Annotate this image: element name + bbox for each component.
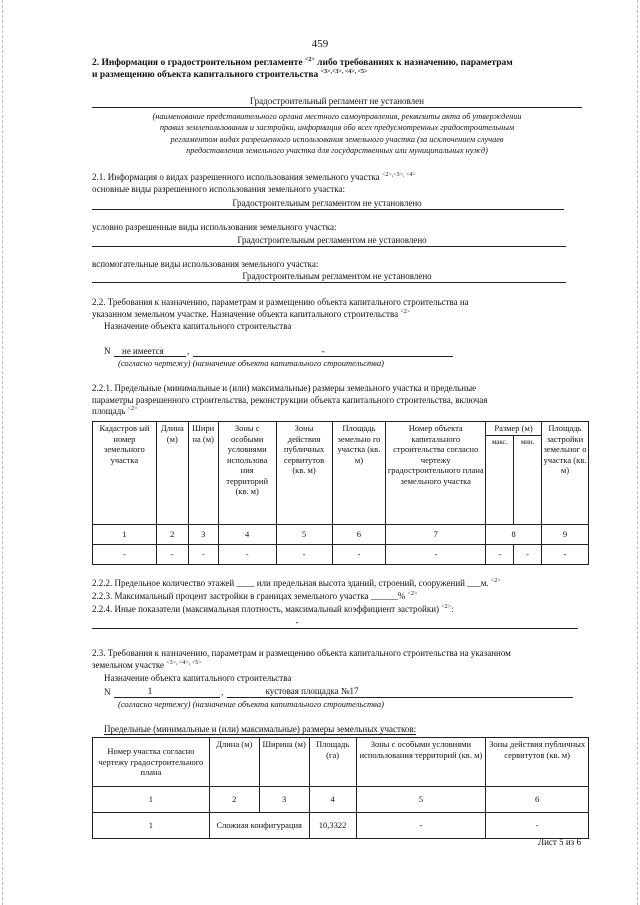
header-plot-area: Площадь земельно го участка (кв. м): [332, 422, 386, 525]
parameters-table: [92, 421, 589, 565]
section-2-3-purpose-value: кустовая площадка №17: [265, 686, 359, 696]
header-built-area: Площадь застройки земельног о участка (кв. м): [541, 422, 588, 525]
plots-col-number: 4: [309, 787, 356, 813]
section-2-2-3: [92, 591, 417, 601]
section-2-title-rest: либо требованиях к назначению, параметрам: [317, 58, 513, 68]
header-length: Длина (м): [156, 422, 188, 525]
section-2-title-line2-footnote: <3>,<3>, <4>, <5>: [320, 68, 368, 75]
conditional-uses-label: условно разрешенные виды использования земельного участка:: [92, 222, 337, 232]
col-number: 1: [93, 525, 157, 545]
plots-col-number: 1: [93, 787, 210, 813]
plots-table: [92, 737, 589, 839]
table-cell: -: [188, 545, 218, 565]
section-2-3-line2: [92, 660, 202, 670]
section-2-2-1-line2: параметры разрешенного строительства, реконструкции объекта капитального строительства, включая: [92, 395, 488, 405]
conditional-uses-value: Градостроительным регламентом не установлено: [237, 235, 427, 245]
plots-row-servitudes: -: [486, 813, 589, 839]
section-2-3-caption: (согласно чертежу) (назначение объекта капитального строительства): [118, 699, 384, 709]
section-2-2-3-footnote: <2>: [407, 591, 418, 597]
section-2-1-title-text: 2.1. Информация о видах разрешенного использования земельного участка: [92, 172, 380, 182]
table-cell: -: [514, 545, 542, 565]
plots-row-area: 10,3322: [309, 813, 356, 839]
section-2-2-2-footnote: <2>: [490, 578, 501, 584]
section-2-title-line2-text: и размещению объекта капитального строительства: [92, 70, 319, 80]
section-2-2-footnote: <2>: [400, 309, 411, 315]
regulation-note-line1: (наименование представительного органа местного самоуправления, реквизиты акта об утверждении: [152, 112, 522, 121]
table-cell: -: [218, 545, 276, 565]
table-cell: -: [332, 545, 386, 565]
col-number: 5: [276, 525, 332, 545]
section-2-title-line2: [92, 70, 592, 80]
table-cell: -: [93, 545, 157, 565]
plots-col-number: 5: [356, 787, 486, 813]
section-2-2-3-text: 2.2.3. Максимальный процент застройки в границах земельного участка ______%: [92, 591, 406, 601]
header-object-number: Номер объекта капитального строительства согласно чертежу градостроительного плана земельного участка: [386, 422, 486, 525]
section-2-3-footnote: <3>, <4>, <5>: [166, 660, 202, 666]
col-number: 9: [541, 525, 588, 545]
plots-header-servitude-zones: Зоны действия публичных сервитутов (кв. м): [486, 738, 589, 787]
header-special-zones: Зоны с особыми условиями использова ния территорий (кв. м): [218, 422, 276, 525]
regulation-status: Градостроительный регламент не установлен: [250, 96, 424, 106]
section-2-2-2-text: 2.2.2. Предельное количество этажей ____ или предельная высота зданий, строений, сооружений ___м.: [92, 578, 489, 588]
section-2-2-comma: ,: [187, 346, 190, 356]
section-2-2-4-value: -: [295, 617, 299, 627]
header-cadastral-number: Кадастров ый номер земельного участка: [93, 422, 157, 525]
section-2-2-2: [92, 578, 597, 588]
auxiliary-uses-underline: [92, 282, 566, 283]
section-2-3-n-label: N: [104, 687, 111, 697]
col-number: 8: [486, 525, 542, 545]
plots-header-width: Ширина (м): [259, 738, 309, 787]
section-2-2-purpose-label: Назначение объекта капитального строительства: [104, 321, 292, 331]
main-uses-label: основные виды разрешенного использования земельного участка:: [92, 184, 345, 194]
section-2-2-purpose-underline: [193, 356, 453, 357]
plots-header-area: Площадь (га): [309, 738, 356, 787]
regulation-note-line4: предоставления земельного участка для государственных или муниципальных нужд): [186, 145, 488, 155]
section-2-3-purpose-label: Назначение объекта капитального строительства: [104, 673, 292, 683]
section-2-2-caption: (согласно чертежу) (назначение объекта капитального строительства): [118, 358, 384, 368]
table-cell: -: [486, 545, 514, 565]
section-2-2-line1: 2.2. Требования к назначению, параметрам и размещению объекта капитального строительства на: [92, 297, 469, 307]
page-edge-left: [2, 0, 3, 905]
section-2-title: [92, 58, 592, 68]
section-2-2-line2: [92, 309, 410, 319]
section-2-3-purpose-underline: [227, 697, 573, 698]
table-cell: -: [541, 545, 588, 565]
section-2-1-footnote: <2>,<3>, <4>: [381, 172, 416, 178]
col-number: 7: [386, 525, 486, 545]
plots-col-number: 3: [259, 787, 309, 813]
header-servitude-zones: Зоны действия публичных сервитутов (кв. м): [276, 422, 332, 525]
plots-row-shape: Сложная конфигурация: [209, 813, 309, 839]
page-edge-right: [637, 0, 638, 905]
section-2-2-1-line3-text: площадь: [92, 406, 126, 416]
auxiliary-uses-value: Градостроительным регламентом не установлено: [242, 271, 432, 281]
section-2-2-4: 2.2.4. Иные показатели (максимальная плотность, максимальный коэффициент застройки) $^{<2>}$:: [92, 604, 454, 614]
plots-header-special-zones: Зоны с особыми условиями использования территорий (кв. м): [356, 738, 486, 787]
section-2-3-comma: ,: [221, 687, 224, 697]
auxiliary-uses-label: вспомогательные виды использования земельного участка:: [92, 259, 319, 269]
plots-header-length: Длина (м): [209, 738, 259, 787]
plots-header-plot-number: Номер участка согласно чертежу градостроительного плана: [93, 738, 210, 787]
conditional-uses-underline: [92, 246, 566, 247]
section-2-2-4-underline: [92, 628, 578, 629]
plots-col-number: 2: [209, 787, 259, 813]
section-2-2-n-underline: [114, 356, 186, 357]
section-2-3-line1: 2.3. Требования к назначению, параметрам и размещению объекта капитального строительства на указанном: [92, 648, 511, 658]
section-2-2-4-text: 2.2.4. Иные показатели (максимальная плотность, максимальный коэффициент застройки): [92, 604, 440, 614]
regulation-note: [92, 111, 582, 156]
section-2-2-purpose-value: -: [321, 346, 325, 356]
plots-row-number: 1: [93, 813, 210, 839]
page-number: 459: [311, 38, 329, 50]
regulation-status-underline: [92, 107, 582, 108]
plots-col-number: 6: [486, 787, 589, 813]
regulation-note-line2: правил землепользования и застройки, информация обо всех предусмотренных градостроительным: [159, 123, 515, 133]
plots-row-zones: -: [356, 813, 486, 839]
col-number: 3: [188, 525, 218, 545]
section-2-title-text: 2. Информация о градостроительном регламенте: [92, 58, 303, 68]
main-uses-value: Градостроительным регламентом не установлено: [232, 198, 422, 208]
section-2-3-n-value: 1: [147, 686, 153, 696]
table-cell: -: [276, 545, 332, 565]
section-2-1-title: [92, 172, 416, 182]
section-2-2-1-footnote: <2>: [127, 406, 138, 412]
section-2-title-footnote: <2>: [304, 56, 315, 63]
section-2-2-4-footnote: <2>: [441, 604, 452, 610]
col-number: 4: [218, 525, 276, 545]
section-2-3-limits-label-text: Предельные (минимальные и (или) максимальные) размеры земельных участков:: [104, 724, 417, 734]
section-2-3-n-underline: [114, 697, 220, 698]
section-2-2-1-line3: [92, 406, 137, 416]
main-uses-underline: [92, 209, 564, 210]
section-2-2-n-label: N: [104, 346, 111, 356]
section-2-3-limits-label: [104, 724, 416, 734]
table-cell: -: [156, 545, 188, 565]
section-2-3-line2-text: земельном участке: [92, 660, 165, 670]
header-size: Размер (м): [486, 422, 542, 436]
table-cell: -: [386, 545, 486, 565]
header-width: Шири на (м): [188, 422, 218, 525]
header-size-min: мин.: [514, 436, 542, 525]
section-2-2-line2-text: указанном земельном участке. Назначение объекта капитального строительства: [92, 309, 399, 319]
section-2-2-1-line1: 2.2.1. Предельные (минимальные и (или) максимальные) размеры земельного участка и предельные: [92, 383, 477, 393]
section-2-2-n-value: не имеется: [122, 346, 164, 356]
sheet-footer: Лист 5 из 6: [538, 837, 581, 847]
col-number: 2: [156, 525, 188, 545]
regulation-note-line3: регламентом видах разрешенного использования земельного участка (за исключением случаев: [170, 134, 504, 144]
header-size-max: макс.: [486, 436, 514, 525]
col-number: 6: [332, 525, 386, 545]
